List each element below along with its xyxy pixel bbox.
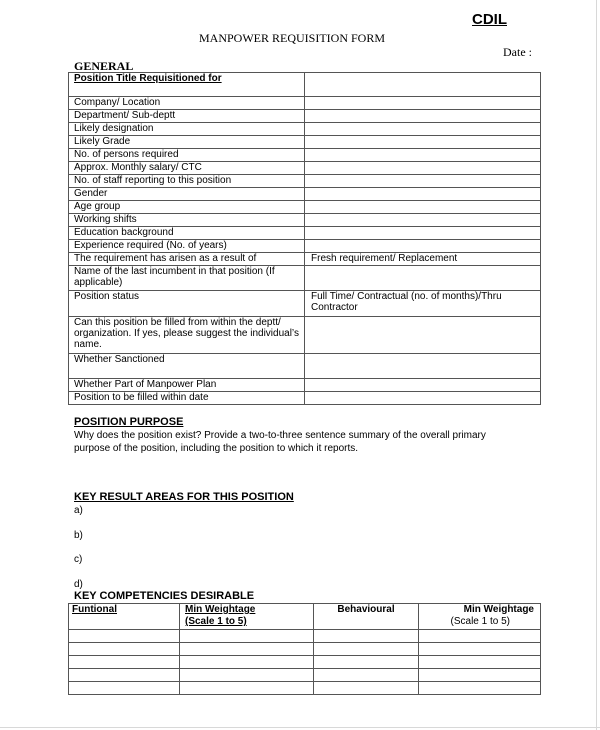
table-row bbox=[69, 669, 541, 682]
row-label: The requirement has arisen as a result of bbox=[69, 253, 305, 266]
table-row bbox=[69, 149, 541, 162]
key-result-areas-heading: KEY RESULT AREAS FOR THIS POSITION bbox=[74, 491, 294, 503]
table-row bbox=[69, 240, 541, 253]
kra-item-d: d) bbox=[74, 579, 83, 590]
row-label: Working shifts bbox=[69, 214, 305, 227]
competencies-header-row bbox=[69, 604, 541, 630]
functional-header-label: Funtional bbox=[72, 604, 117, 615]
company-name: CDIL bbox=[472, 11, 507, 28]
kra-item-c: c) bbox=[74, 554, 83, 565]
row-label: Can this position be filled from within the deptt/ organization. If yes, please suggest the individual’s name. bbox=[69, 317, 305, 354]
table-cell[interactable] bbox=[314, 656, 419, 669]
functional-header bbox=[69, 604, 180, 630]
row-value[interactable] bbox=[305, 214, 541, 227]
row-label: Approx. Monthly salary/ CTC bbox=[69, 162, 305, 175]
row-value[interactable] bbox=[305, 110, 541, 123]
row-value[interactable] bbox=[305, 73, 541, 97]
scale-label-2: (Scale 1 to 5) bbox=[450, 616, 510, 627]
table-row bbox=[69, 682, 541, 695]
table-row bbox=[69, 291, 541, 317]
table-cell[interactable] bbox=[69, 682, 180, 695]
form-title: MANPOWER REQUISITION FORM bbox=[199, 31, 386, 45]
table-row bbox=[69, 175, 541, 188]
row-label: Age group bbox=[69, 201, 305, 214]
table-cell[interactable] bbox=[314, 643, 419, 656]
table-cell[interactable] bbox=[419, 630, 541, 643]
table-row bbox=[69, 266, 541, 291]
position-purpose-line-2: purpose of the position, including the position to which it reports. bbox=[74, 443, 359, 454]
row-value: Fresh requirement/ Replacement bbox=[305, 253, 541, 266]
table-row bbox=[69, 227, 541, 240]
row-value[interactable] bbox=[305, 136, 541, 149]
row-value[interactable] bbox=[305, 97, 541, 110]
table-row bbox=[69, 643, 541, 656]
row-value[interactable] bbox=[305, 240, 541, 253]
row-value: Full Time/ Contractual (no. of months)/Thru Contractor bbox=[305, 291, 541, 317]
page-edge-bottom bbox=[0, 727, 600, 728]
table-cell[interactable] bbox=[314, 669, 419, 682]
behavioural-header-label: Behavioural bbox=[337, 604, 395, 615]
row-value[interactable] bbox=[305, 201, 541, 214]
scale-label-1: (Scale 1 to 5) bbox=[185, 616, 247, 627]
table-row bbox=[69, 123, 541, 136]
competencies-table bbox=[68, 603, 541, 695]
row-value[interactable] bbox=[305, 227, 541, 240]
row-value[interactable] bbox=[305, 188, 541, 201]
table-row bbox=[69, 136, 541, 149]
table-row bbox=[69, 379, 541, 392]
kra-item-b: b) bbox=[74, 530, 83, 541]
kra-item-a: a) bbox=[74, 505, 83, 516]
row-label: Whether Sanctioned bbox=[69, 354, 305, 379]
table-row bbox=[69, 73, 541, 97]
row-label: No. of staff reporting to this position bbox=[69, 175, 305, 188]
row-label: Likely Grade bbox=[69, 136, 305, 149]
table-row bbox=[69, 253, 541, 266]
table-cell[interactable] bbox=[419, 656, 541, 669]
page-edge-right bbox=[596, 0, 597, 730]
row-label: Experience required (No. of years) bbox=[69, 240, 305, 253]
row-value[interactable] bbox=[305, 266, 541, 291]
table-row bbox=[69, 201, 541, 214]
row-value[interactable] bbox=[305, 379, 541, 392]
table-cell[interactable] bbox=[180, 682, 314, 695]
table-cell[interactable] bbox=[419, 682, 541, 695]
table-cell[interactable] bbox=[180, 656, 314, 669]
row-label: Gender bbox=[69, 188, 305, 201]
row-label: Whether Part of Manpower Plan bbox=[69, 379, 305, 392]
row-value[interactable] bbox=[305, 149, 541, 162]
row-value[interactable] bbox=[305, 317, 541, 354]
min-weightage-label-2: Min Weightage bbox=[463, 604, 534, 615]
row-label: Position Title Requisitioned for bbox=[69, 73, 305, 97]
row-label: Department/ Sub-deptt bbox=[69, 110, 305, 123]
table-cell[interactable] bbox=[314, 682, 419, 695]
min-weightage-header-2 bbox=[419, 604, 541, 630]
table-row bbox=[69, 188, 541, 201]
row-value[interactable] bbox=[305, 123, 541, 136]
row-label: Name of the last incumbent in that position (If applicable) bbox=[69, 266, 305, 291]
table-cell[interactable] bbox=[180, 643, 314, 656]
table-row bbox=[69, 630, 541, 643]
row-label: Company/ Location bbox=[69, 97, 305, 110]
table-row bbox=[69, 110, 541, 123]
table-row bbox=[69, 354, 541, 379]
date-label: Date : bbox=[503, 45, 532, 59]
table-cell[interactable] bbox=[419, 643, 541, 656]
table-cell[interactable] bbox=[419, 669, 541, 682]
table-cell[interactable] bbox=[69, 630, 180, 643]
table-row bbox=[69, 97, 541, 110]
table-row bbox=[69, 214, 541, 227]
row-value[interactable] bbox=[305, 354, 541, 379]
table-cell[interactable] bbox=[69, 643, 180, 656]
table-cell[interactable] bbox=[180, 630, 314, 643]
general-table bbox=[68, 72, 541, 405]
row-label: No. of persons required bbox=[69, 149, 305, 162]
min-weightage-header-1 bbox=[180, 604, 314, 630]
key-competencies-heading: KEY COMPETENCIES DESIRABLE bbox=[74, 590, 255, 602]
row-label: Likely designation bbox=[69, 123, 305, 136]
table-cell[interactable] bbox=[180, 669, 314, 682]
row-label: Education background bbox=[69, 227, 305, 240]
position-purpose-heading: POSITION PURPOSE bbox=[74, 416, 184, 428]
table-cell[interactable] bbox=[69, 656, 180, 669]
table-row bbox=[69, 656, 541, 669]
position-purpose-line-1: Why does the position exist? Provide a two-to-three sentence summary of the overall primary bbox=[74, 430, 486, 441]
row-label: Position status bbox=[69, 291, 305, 317]
table-row bbox=[69, 392, 541, 405]
row-value[interactable] bbox=[305, 162, 541, 175]
min-weightage-label-1: Min Weightage bbox=[185, 604, 256, 615]
behavioural-header bbox=[314, 604, 419, 630]
row-value[interactable] bbox=[305, 392, 541, 405]
table-row bbox=[69, 317, 541, 354]
table-cell[interactable] bbox=[314, 630, 419, 643]
table-cell[interactable] bbox=[69, 669, 180, 682]
row-label: Position to be filled within date bbox=[69, 392, 305, 405]
general-heading: GENERAL bbox=[74, 59, 134, 73]
row-value[interactable] bbox=[305, 175, 541, 188]
table-row bbox=[69, 162, 541, 175]
